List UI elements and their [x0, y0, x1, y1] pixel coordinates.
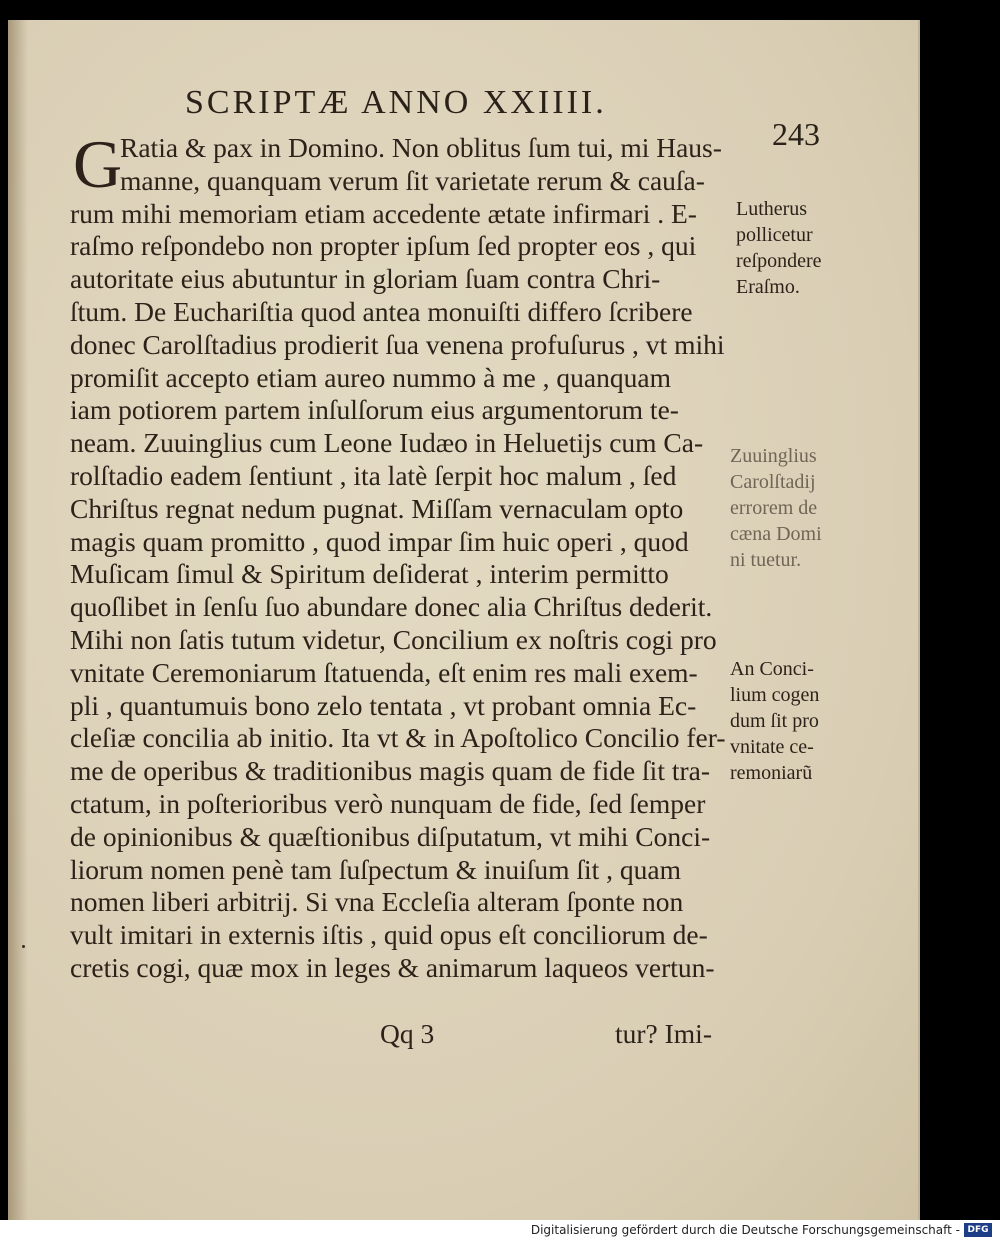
note-line: An Conci-	[730, 658, 814, 680]
text-line: liorum nomen penè tam ſuſpectum & inuiſum ſit , quam	[70, 853, 682, 885]
marginal-note-lutherus	[736, 196, 822, 300]
text-line: iam potiorem partem inſulſorum eius argumentorum te-	[70, 394, 679, 426]
note-line: ni tuetur.	[730, 549, 802, 571]
text-line: manne, quanquam verum ſit varietate rerum & cauſa-	[120, 164, 705, 196]
signature-mark: Qq 3	[380, 1018, 435, 1049]
note-line: vnitate ce-	[730, 736, 814, 758]
note-line: errorem de	[730, 497, 818, 519]
note-line: dum ſit pro	[730, 710, 819, 732]
footer-bar	[0, 1220, 1000, 1241]
text-line: de opinionibus & quæſtionibus diſputatum, vt mihi Conci-	[70, 820, 711, 852]
note-line: pollicetur	[736, 224, 813, 246]
text-line: nomen liberi arbitrij. Si vna Eccleſia alteram ſponte non	[70, 886, 684, 918]
text-line: donec Carolſtadius prodierit ſua venena profuſurus , vt mihi	[70, 328, 725, 360]
dfg-logo: DFG	[964, 1223, 992, 1237]
text-line: pli , quantumuis bono zelo tentata , vt probant omnia Ec-	[70, 689, 697, 721]
text-line: Mihi non ſatis tutum videtur, Concilium ex noſtris cogi pro	[70, 623, 717, 655]
catchword: tur? Imi-	[615, 1018, 712, 1049]
note-line: Lutherus	[736, 198, 808, 220]
text-line: cleſiæ concilia ab initio. Ita vt & in Apoſtolico Concilio fer-	[70, 722, 726, 754]
text-line: cretis cogi, quæ mox in leges & animarum laqueos vertun-	[70, 951, 715, 983]
note-line: lium cogen	[730, 684, 820, 706]
text-line: ctatum, in poſterioribus verò nunquam de fide, ſed ſemper	[70, 787, 706, 819]
text-line: Muſicam ſimul & Spiritum deſiderat , interim permitto	[70, 558, 669, 590]
text-line: rolſtadio eadem ſentiunt , ita latè ſerpit hoc malum , ſed	[70, 459, 677, 491]
text-line: magis quam promitto , quod impar ſim huic operi , quod	[70, 525, 689, 557]
note-line: reſpondere	[736, 250, 822, 272]
funding-credit: Digitalisierung gefördert durch die Deutsche Forschungsgemeinschaft -	[530, 1223, 960, 1237]
text-line: quoſlibet in ſenſu ſuo abundare donec alia Chriſtus dederit.	[70, 591, 713, 623]
text-line: autoritate eius abutuntur in gloriam ſuam contra Chri-	[70, 263, 661, 295]
text-line: ſtum. De Euchariſtia quod antea monuiſti differo ſcribere	[70, 295, 693, 327]
text-line: vnitate Ceremoniarum ſtatuenda, eſt enim res mali exem-	[70, 656, 698, 688]
text-line: me de operibus & traditionibus magis quam de fide ſit tra-	[70, 755, 710, 787]
text-line: promiſit accepto etiam aureo nummo à me , quanquam	[70, 361, 671, 393]
body-text	[70, 126, 726, 985]
folio-number: 243	[772, 116, 820, 152]
page-gutter-shadow	[8, 20, 28, 1220]
note-line: Eraſmo.	[736, 276, 800, 298]
drop-cap: G	[73, 126, 123, 202]
running-title: SCRIPTÆ ANNO XXIIII.	[185, 84, 607, 121]
text-line: neam. Zuuinglius cum Leone Iudæo in Heluetijs cum Ca-	[70, 427, 704, 459]
text-line: Chriſtus regnat nedum pugnat. Miſſam vernaculam opto	[70, 492, 684, 524]
note-line: Zuuinglius	[730, 445, 817, 467]
text-line: vult imitari in externis iſtis , quid opus eſt conciliorum de-	[70, 919, 708, 951]
ink-speck	[22, 945, 25, 948]
note-line: Carolſtadij	[730, 471, 816, 493]
note-line: remoniarũ	[730, 762, 813, 784]
note-line: cæna Domi	[730, 523, 822, 545]
text-line: raſmo reſpondebo non propter ipſum ſed propter eos , qui	[70, 230, 697, 262]
marginal-note-concilium	[730, 656, 819, 786]
text-line: Ratia & pax in Domino. Non oblitus ſum tui, mi Haus-	[120, 132, 722, 163]
marginal-note-zuuinglius	[730, 443, 822, 573]
text-line: rum mihi memoriam etiam accedente ætate infirmari . E-	[70, 197, 697, 229]
